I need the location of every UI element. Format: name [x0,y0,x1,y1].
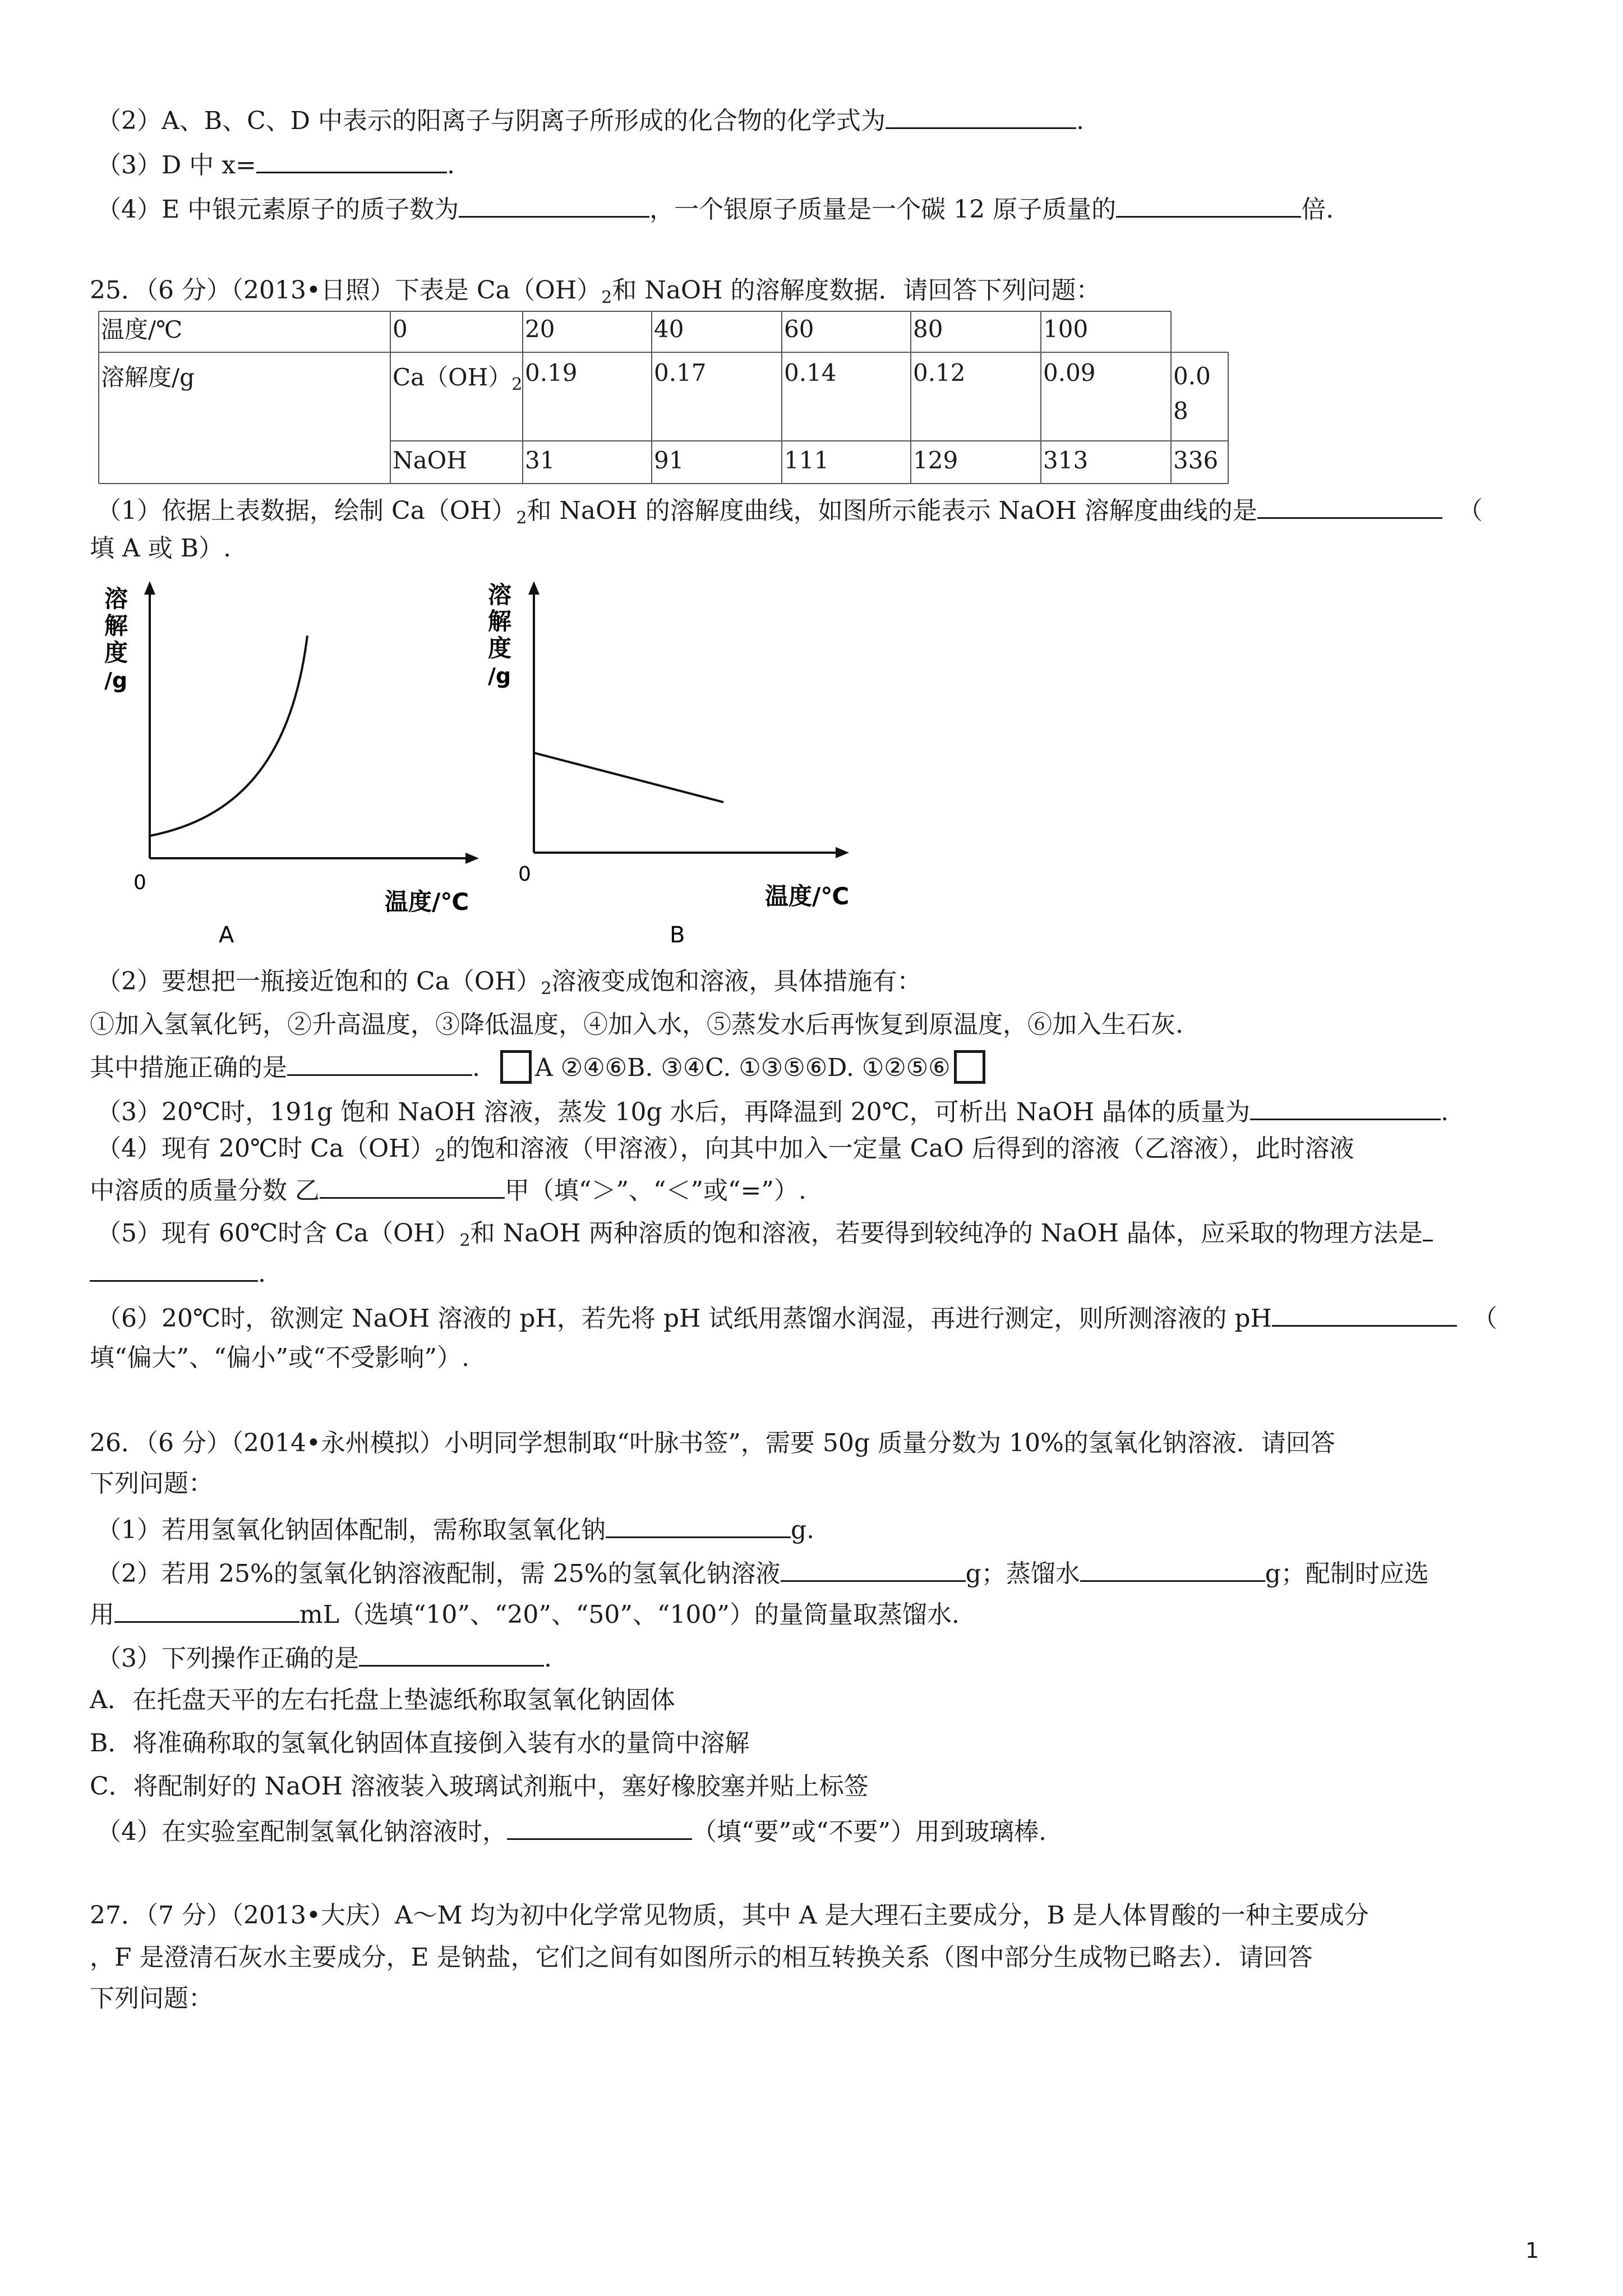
naoh-100: 336 [1173,447,1219,474]
q25-part2: （2）要想把一瓶接近饱和的 $Ca(OH)_2$溶液变成饱和溶液，具体措施有： [96,967,922,999]
temp-20: 20 [525,315,555,343]
q25-part1: （1）依据上表数据，绘制 $Ca(OH)_2$和 NaOH 的溶解度曲线，如图所示能表示 NaOH 溶解度曲线的是 （ [96,494,1483,527]
q27-line1: 27．（7 分）（2013•大庆）A～M 均为初中化学常见物质，其中 A 是大理石主要成分，B 是人体胃酸的一种主要成分 [90,1901,1369,1930]
answer-blank[interactable] [1257,494,1442,519]
q26-option-a: A．在托盘天平的左右托盘上垫滤纸称取氢氧化钠固体 [90,1686,675,1714]
naoh-40: 111 [784,447,829,474]
y-label: 解 [104,612,128,639]
q25-part5: （5）现有 60℃时含 $Ca(OH)_2$和 NaOH 两种溶质的饱和溶液，若要得到较纯净的 NaOH 晶体，应采取的物理方法是 [96,1216,1433,1249]
naoh-0: 31 [525,447,555,474]
q25-part6-cont: 填“偏大”、“偏小”或“不受影响”）. [90,1343,469,1372]
q25-part4: （4）现有 20℃时 $Ca(OH)_2$的饱和溶液（甲溶液），向其中加入一定量 CaO 后得到的溶液（乙溶液），此时溶液 [96,1134,1354,1166]
origin-label: 0 [518,863,531,886]
q25-part5-cont: . [90,1257,266,1290]
checkbox[interactable] [500,1050,532,1084]
y-arrow [528,581,540,595]
naoh-60: 129 [913,447,958,474]
solubility-header: 溶解度/g [101,364,195,391]
graph-b-label: B [670,922,685,948]
q26-part2-cont: 用 mL（选填“10”、“20”、“50”、“100”）的量筒量取蒸馏水. [90,1598,960,1631]
temp-header: 温度/℃ [101,316,183,343]
y-arrow [144,581,155,595]
answer-blank[interactable] [507,1815,692,1840]
graph-a [90,578,494,965]
naoh-80: 313 [1043,447,1089,474]
answer-blank[interactable] [1250,1095,1441,1120]
graph-a-label: A [219,922,234,948]
q26-part4: （4）在实验室配制氢氧化钠溶液时， （填“要”或“不要”）用到玻璃棒. [96,1815,1046,1848]
q24-part3: （3）D 中 x= . [96,148,455,181]
temp-0: 0 [393,315,408,343]
y-label: /g [488,664,511,688]
x-arrow [836,847,849,858]
answer-blank[interactable] [1080,1557,1265,1582]
q24-part2: （2）A、B、C、D 中表示的阳离子与阴离子所形成的化合物的化学式为 . [96,104,1084,137]
q27-line3: 下列问题： [90,1984,213,2013]
origin-label: 0 [133,871,146,894]
q26-option-b: B．将准确称取的氢氧化钠固体直接倒入装有水的量筒中溶解 [90,1729,750,1757]
caoh-20: 0.17 [654,359,707,386]
temp-40: 40 [654,315,684,343]
q25-part6: （6）20℃时，欲测定 NaOH 溶液的 pH，若先将 pH 试纸用蒸馏水润湿，再进行测定，则所测溶液的 pH （ [96,1301,1497,1335]
q25-part1-cont: 填 A 或 B）. [90,534,232,563]
q26-option-c: C．将配制好的 NaOH 溶液装入玻璃试剂瓶中，塞好橡胶塞并贴上标签 [90,1772,869,1801]
q25-part2-answer: 其中措施正确的是 . A ②④⑥B. ③④C. ①③⑤⑥D. ①②⑤⑥ [90,1050,989,1084]
answer-blank[interactable] [781,1557,966,1582]
caoh-40: 0.14 [784,359,837,386]
answer-blank[interactable] [287,1051,472,1076]
y-label: 溶 [488,581,512,609]
line-b [534,753,723,802]
curve-a [150,636,307,836]
solubility-table-grid [0,0,1623,505]
caoh-80: 0.09 [1043,359,1096,386]
q25-part2-measures: ①加入氢氧化钙，②升高温度，③降低温度，④加入水，⑤蒸发水后再恢复到原温度，⑥加入生石灰. [90,1010,1183,1039]
caoh-0: 0.19 [525,359,578,386]
y-label: /g [104,668,128,693]
q27-line2: ，F 是澄清石灰水主要成分，E 是钠盐，它们之间有如图所示的相互转换关系（图中部分生成物已略去）．请回答 [90,1943,1313,1972]
checkbox[interactable] [954,1050,985,1084]
temp-100: 100 [1043,315,1089,343]
answer-blank[interactable] [114,1598,299,1623]
caoh-100: 0.0 8 [1173,362,1211,425]
answer-blank[interactable] [606,1513,791,1538]
x-label: 温度/℃ [765,882,850,910]
caoh-60: 0.12 [913,359,966,386]
q26-heading-cont: 下列问题： [90,1469,213,1498]
q25-part3: （3）20℃时，191g 饱和 NaOH 溶液，蒸发 10g 水后，再降温到 20℃，可析出 NaOH 晶体的质量为 . [96,1095,1449,1128]
graph-b [482,572,886,965]
x-label: 温度/℃ [385,888,469,915]
page-number: 1 [1525,2238,1539,2263]
y-label: 解 [488,608,512,635]
answer-blank[interactable] [1423,1216,1433,1241]
answer-blank[interactable] [90,1257,258,1282]
q26-part1: （1）若用氢氧化钠固体配制，需称取氢氧化钠 g. [96,1513,814,1546]
answer-blank[interactable] [320,1174,505,1199]
caoh-label: $Ca(OH)_2$ [393,364,523,394]
q26-heading: 26．（6 分）（2014•永州模拟）小明同学想制取“叶脉书签”，需要 50g 质量分数为 10%的氢氧化钠溶液．请回答 [90,1429,1335,1457]
answer-blank[interactable] [359,1641,544,1667]
q26-part3: （3）下列操作正确的是 . [96,1641,552,1674]
naoh-20: 91 [654,447,684,474]
q25-heading: 25．（6 分）（2013•日照）下表是 $Ca(OH)_2$和 NaOH 的溶解度数据．请回答下列问题： [90,276,1101,307]
y-label: 度 [488,634,512,662]
temp-60: 60 [784,315,814,343]
naoh-label: NaOH [393,447,467,474]
temp-80: 80 [913,315,943,343]
y-label: 度 [104,639,128,666]
x-arrow [465,853,479,864]
q24-part4: （4）E 中银元素原子的质子数为 ，一个银原子质量是一个碳 12 原子质量的 倍. [96,192,1334,226]
y-label: 溶 [104,585,128,613]
q26-part2: （2）若用 25%的氢氧化钠溶液配制，需 25%的氢氧化钠溶液 g；蒸馏水 g；配制时应选 [96,1557,1429,1590]
q25-part4-cont: 中溶质的质量分数 乙 甲（填“＞”、“＜”或“=”）. [90,1174,806,1207]
answer-blank[interactable] [1272,1301,1457,1327]
